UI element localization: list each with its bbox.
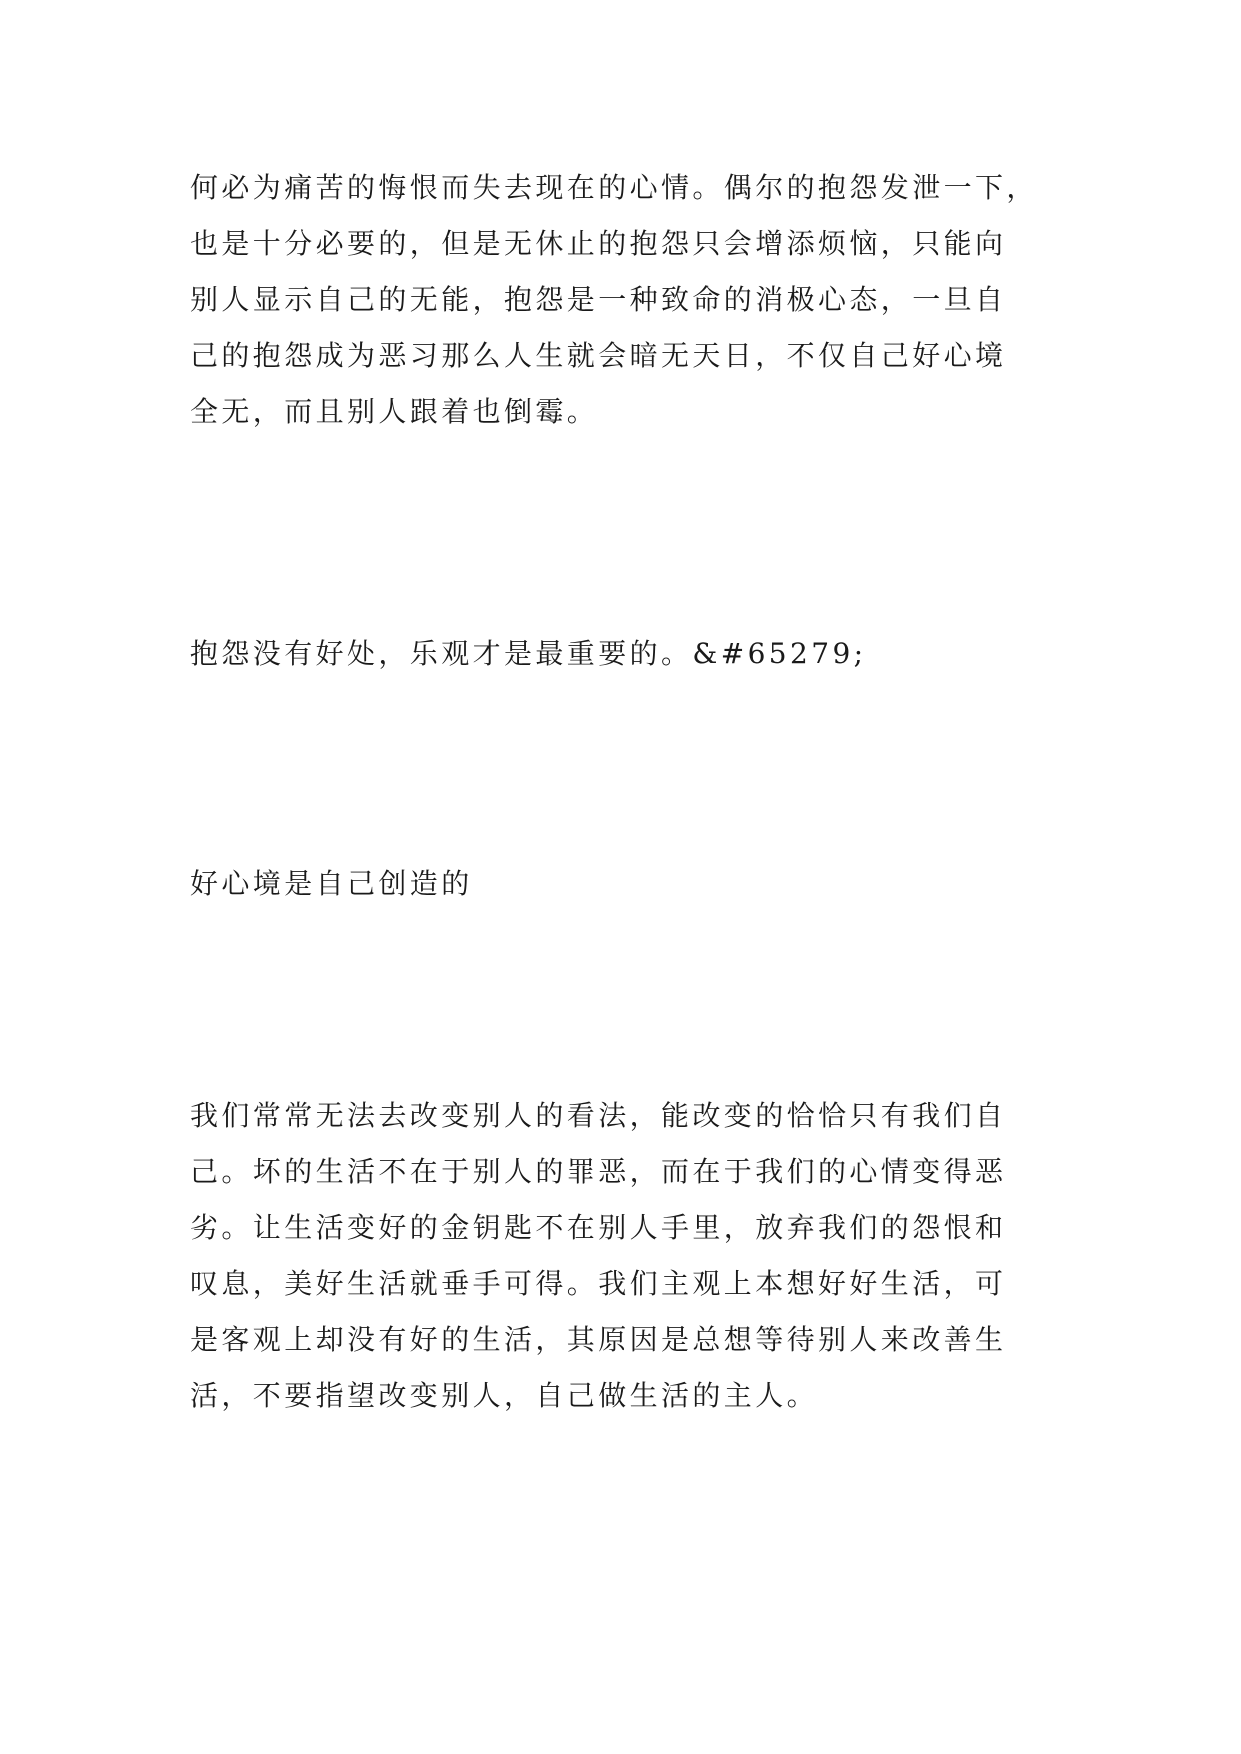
text-line: 也是十分必要的，但是无休止的抱怨只会增添烦恼，只能向 bbox=[190, 227, 1007, 260]
text-line: 活，不要指望改变别人，自己做生活的主人。 bbox=[190, 1379, 819, 1412]
text-line: 是客观上却没有好的生活，其原因是总想等待别人来改善生 bbox=[190, 1323, 1007, 1356]
paragraph-optimism bbox=[190, 626, 867, 682]
text-line: 全无，而且别人跟着也倒霉。 bbox=[190, 395, 599, 428]
text-line: 何必为痛苦的悔恨而失去现在的心情。偶尔的抱怨发泄一下， bbox=[190, 171, 1038, 204]
heading-text: 好心境是自己创造的 bbox=[190, 867, 473, 900]
text-line: 抱怨没有好处，乐观才是最重要的。&#65279; bbox=[190, 637, 867, 670]
paragraph-complaining bbox=[190, 160, 1038, 440]
text-line: 我们常常无法去改变别人的看法，能改变的恰恰只有我们自 bbox=[190, 1099, 1007, 1132]
section-heading bbox=[190, 856, 473, 912]
paragraph-good-mood bbox=[190, 1088, 1006, 1424]
text-line: 劣。让生活变好的金钥匙不在别人手里，放弃我们的怨恨和 bbox=[190, 1211, 1007, 1244]
text-line: 己。坏的生活不在于别人的罪恶，而在于我们的心情变得恶 bbox=[190, 1155, 1007, 1188]
text-line: 叹息，美好生活就垂手可得。我们主观上本想好好生活，可 bbox=[190, 1267, 1007, 1300]
text-line: 己的抱怨成为恶习那么人生就会暗无天日，不仅自己好心境 bbox=[190, 339, 1007, 372]
text-line: 别人显示自己的无能，抱怨是一种致命的消极心态，一旦自 bbox=[190, 283, 1007, 316]
